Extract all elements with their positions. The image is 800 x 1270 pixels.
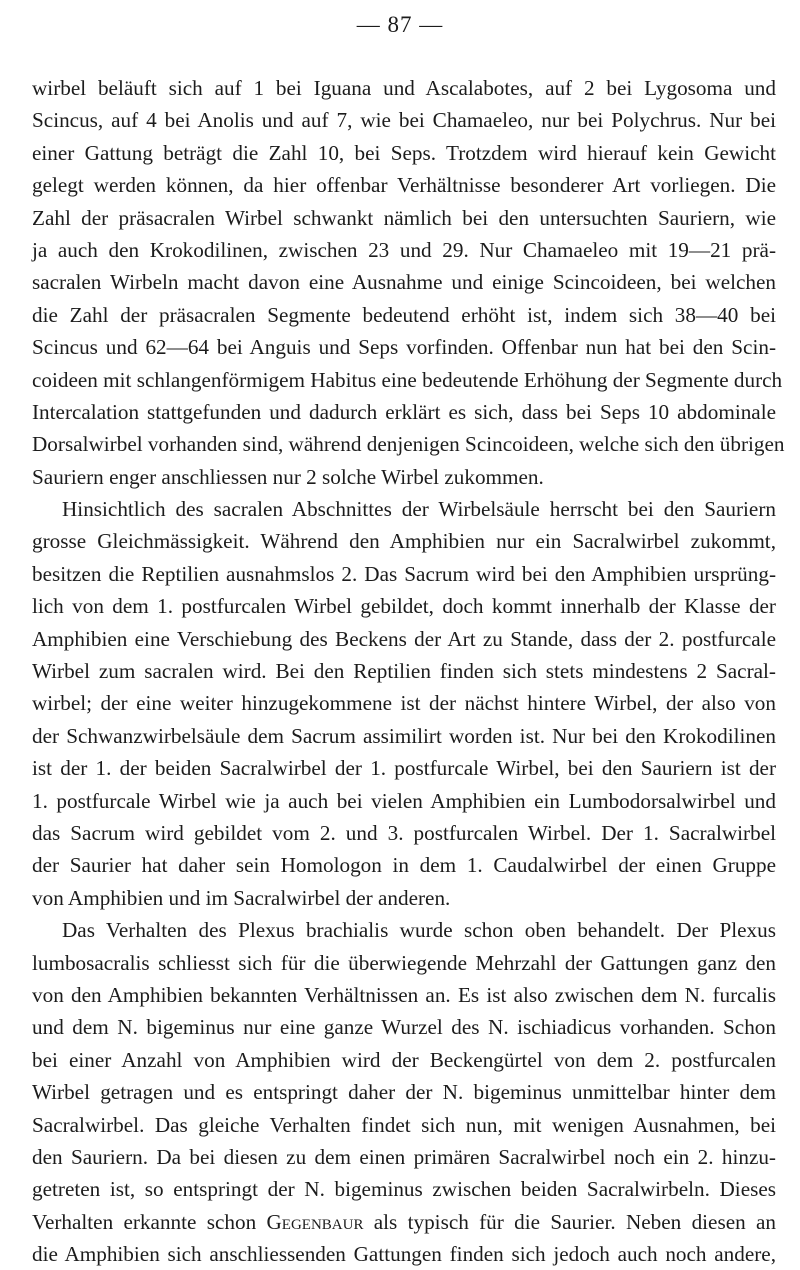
- text-line: Intercalation stattgefunden und dadurch erklärt es sich, dass bei Seps 10 abdominale: [32, 399, 776, 424]
- text-line: das Sacrum wird gebildet vom 2. und 3. postfurcalen Wirbel. Der 1. Sacralwirbel: [32, 820, 776, 845]
- text-line: getreten ist, so entspringt der N. bigeminus zwischen beiden Sacralwirbeln. Dieses: [32, 1177, 776, 1202]
- text-line: Wirbel zum sacralen wird. Bei den Reptilien finden sich stets mindestens 2 Sacral-: [32, 659, 776, 684]
- text-line: lich von dem 1. postfurcalen Wirbel gebildet, doch kommt innerhalb der Klasse der: [32, 594, 776, 619]
- text-line: Zahl der präsacralen Wirbel schwankt nämlich bei den untersuchten Sauriern, wie: [32, 205, 776, 230]
- text-line: Sacralwirbel. Das gleiche Verhalten findet sich nun, mit wenigen Ausnahmen, bei: [32, 1112, 776, 1137]
- author-name: Gegenbaur: [266, 1209, 364, 1234]
- text-line: ja auch den Krokodilinen, zwischen 23 und 29. Nur Chamaeleo mit 19—21 prä-: [32, 237, 776, 262]
- text-line: grosse Gleichmässigkeit. Während den Amphibien nur ein Sacralwirbel zukommt,: [32, 529, 776, 554]
- text-line: die Zahl der präsacralen Segmente bedeutend erhöht ist, indem sich 38—40 bei: [32, 302, 776, 327]
- text-line: lumbosacralis schliesst sich für die überwiegende Mehrzahl der Gattungen ganz den: [32, 950, 776, 975]
- text-line: Dorsalwirbel vorhanden sind, während denjenigen Scincoideen, welche sich den übrigen: [32, 432, 785, 457]
- text-line: besitzen die Reptilien ausnahmslos 2. Das Sacrum wird bei den Amphibien ursprüng-: [32, 561, 776, 586]
- text-line: den Sauriern. Da bei diesen zu dem einen primären Sacralwirbel noch ein 2. hinzu-: [32, 1144, 776, 1169]
- text-line: Scincus, auf 4 bei Anolis und auf 7, wie bei Chamaeleo, nur bei Polychrus. Nur bei: [32, 108, 776, 133]
- text-line: und dem N. bigeminus nur eine ganze Wurzel des N. ischiadicus vorhanden. Schon: [32, 1015, 776, 1040]
- body-text: [32, 72, 785, 1270]
- text-line: 1. postfurcale Wirbel wie ja auch bei vielen Amphibien ein Lumbodorsalwirbel und: [32, 788, 776, 813]
- text-line: ist der 1. der beiden Sacralwirbel der 1. postfurcale Wirbel, bei den Sauriern ist der: [32, 756, 776, 781]
- text-line: Scincus und 62—64 bei Anguis und Seps vorfinden. Offenbar nun hat bei den Scin-: [32, 335, 776, 360]
- text-line: Hinsichtlich des sacralen Abschnittes der Wirbelsäule herrscht bei den Sauriern: [62, 497, 776, 522]
- text-line: bei einer Anzahl von Amphibien wird der Beckengürtel von dem 2. postfurcalen: [32, 1047, 776, 1072]
- text-line: die Amphibien sich anschliessenden Gattungen finden sich jedoch auch noch andere,: [32, 1242, 776, 1267]
- text-line: wirbel; der eine weiter hinzugekommene ist der nächst hintere Wirbel, der also von: [32, 691, 776, 716]
- text-line: Das Verhalten des Plexus brachialis wurde schon oben behandelt. Der Plexus: [62, 918, 776, 943]
- text-line: gelegt werden können, da hier offenbar Verhältnisse besonderer Art vorliegen. Die: [32, 173, 776, 198]
- page-number: — 87 —: [356, 12, 444, 37]
- text-line: Wirbel getragen und es entspringt daher der N. bigeminus unmittelbar hinter dem: [32, 1080, 776, 1105]
- text-line: einer Gattung beträgt die Zahl 10, bei Seps. Trotzdem wird hierauf kein Gewicht: [32, 140, 776, 165]
- text-line: der Saurier hat daher sein Homologon in dem 1. Caudalwirbel der einen Gruppe: [32, 853, 776, 878]
- text-line: Sauriern enger anschliessen nur 2 solche Wirbel zukommen.: [32, 464, 544, 489]
- text-line: der Schwanzwirbelsäule dem Sacrum assimilirt worden ist. Nur bei den Krokodilinen: [32, 723, 776, 748]
- text-line: von den Amphibien bekannten Verhältnissen an. Es ist also zwischen dem N. furcalis: [32, 982, 776, 1007]
- text-line: sacralen Wirbeln macht davon eine Ausnahme und einige Scincoideen, bei welchen: [32, 270, 776, 295]
- text-line: von Amphibien und im Sacralwirbel der anderen.: [32, 885, 451, 910]
- text-line: Amphibien eine Verschiebung des Beckens der Art zu Stande, dass der 2. postfurcale: [32, 626, 776, 651]
- text-line: Verhalten erkannte schon Gegenbaur als typisch für die Saurier. Neben diesen an: [32, 1209, 777, 1234]
- text-line: wirbel beläuft sich auf 1 bei Iguana und Ascalabotes, auf 2 bei Lygosoma und: [32, 76, 776, 100]
- text-line: coideen mit schlangenförmigem Habitus eine bedeutende Erhöhung der Segmente durch: [32, 367, 783, 392]
